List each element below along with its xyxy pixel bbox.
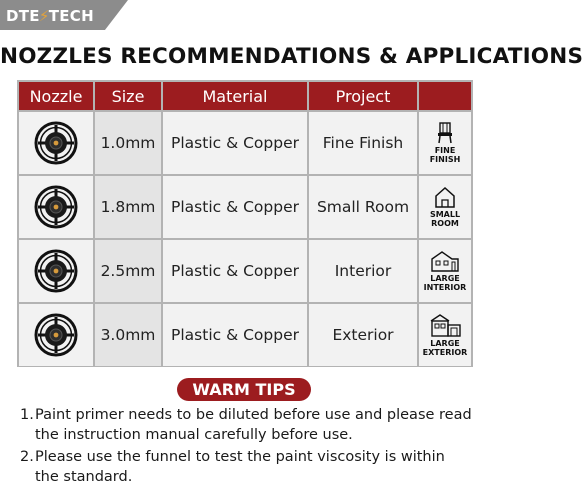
nozzle-icon [34,185,78,229]
tip-line: the instruction manual carefully before use. [35,427,353,443]
tip-line: Paint primer needs to be diluted before use and please read [35,407,472,423]
application-cell [419,304,471,366]
header-material: Material [163,82,307,110]
tip-line: the standard. [35,469,133,485]
nozzle-icon [34,313,78,357]
application-cell [419,176,471,238]
nozzle-cell [19,176,93,238]
nozzle-cell [19,304,93,366]
project-cell: Small Room [309,176,417,238]
tip-number: 2. [20,449,34,465]
project-cell: Exterior [309,304,417,366]
nozzle-icon [34,249,78,293]
nozzle-icon [34,121,78,165]
tip-item-1 [20,405,480,445]
size-cell: 2.5mm [95,240,161,302]
tip-number: 1. [20,407,34,423]
application-cell [419,240,471,302]
application-label: LARGE INTERIOR [423,273,467,292]
application-label: FINE FINISH [429,145,461,164]
size-cell: 3.0mm [95,304,161,366]
project-cell: Interior [309,240,417,302]
building-exterior-icon [428,313,462,337]
size-cell: 1.0mm [95,112,161,174]
application-label: LARGE EXTERIOR [422,338,468,357]
header-nozzle: Nozzle [19,82,93,110]
material-cell: Plastic & Copper [163,176,307,238]
header-project: Project [309,82,417,110]
tip-item-2 [20,447,480,487]
warm-tips-badge: WARM TIPS [177,378,311,401]
nozzle-cell [19,112,93,174]
large-house-icon [430,250,460,272]
nozzle-cell [19,240,93,302]
chair-icon [436,122,454,144]
page-title: NOZZLES RECOMMENDATIONS & APPLICATIONS [0,44,583,69]
bolt-icon: ⚡ [38,7,50,25]
application-label: SMALL ROOM [429,209,461,228]
header-size: Size [95,82,161,110]
application-cell [419,112,471,174]
table-body [17,80,473,367]
material-cell: Plastic & Copper [163,240,307,302]
small-house-icon [434,186,456,208]
size-cell: 1.8mm [95,176,161,238]
project-cell: Fine Finish [309,112,417,174]
brand-logo: DTE⚡TECH [6,7,94,25]
tip-line: Please use the funnel to test the paint viscosity is within [35,449,445,465]
material-cell: Plastic & Copper [163,112,307,174]
material-cell: Plastic & Copper [163,304,307,366]
